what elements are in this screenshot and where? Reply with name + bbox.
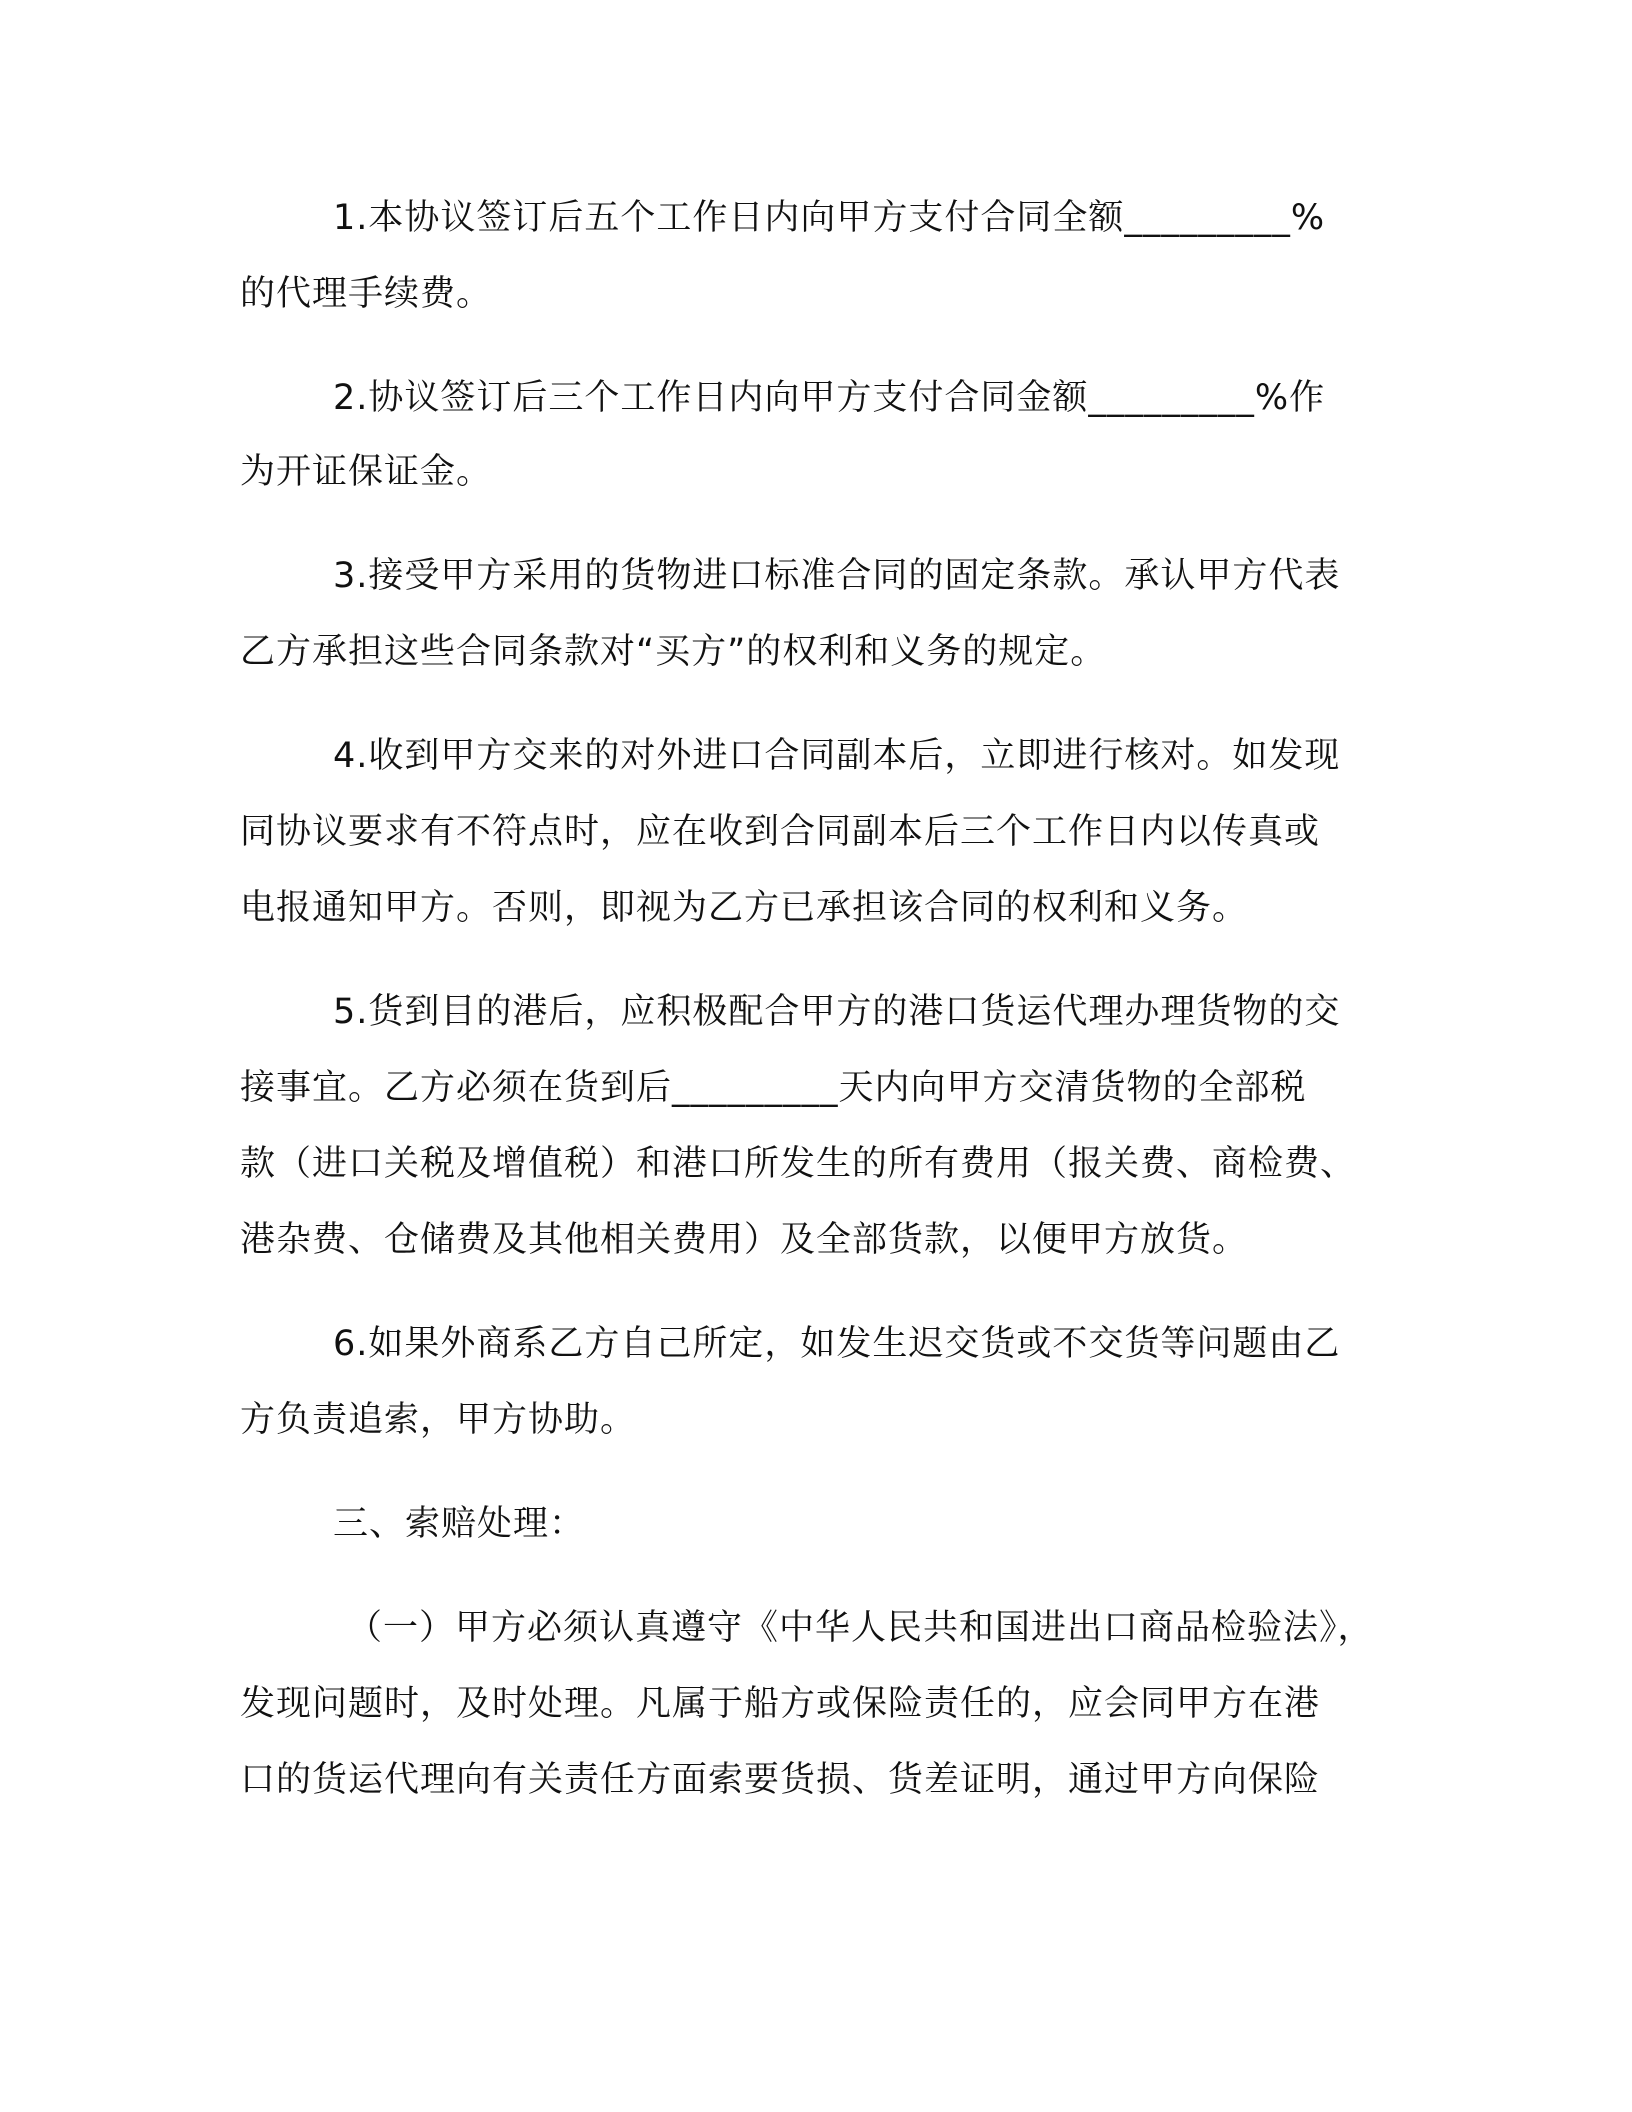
- clause-1-line-1: 1.本协议签订后五个工作日内向甲方支付合同全额_________%: [333, 198, 1326, 238]
- section-para-line-3: 口的货运代理向有关责任方面索要货损、货差证明，通过甲方向保险: [240, 1760, 1321, 1800]
- section-para-line-2: 发现问题时，及时处理。凡属于船方或保险责任的，应会同甲方在港: [240, 1684, 1321, 1724]
- clause-3-line-1: 3.接受甲方采用的货物进口标准合同的固定条款。承认甲方代表: [333, 556, 1341, 596]
- clause-4-line-3: 电报通知甲方。否则，即视为乙方已承担该合同的权利和义务。: [240, 888, 1249, 928]
- clause-4-line-1: 4.收到甲方交来的对外进口合同副本后，立即进行核对。如发现: [333, 736, 1341, 776]
- clause-1-line-2: 的代理手续费。: [240, 274, 493, 314]
- section-heading: 三、索赔处理：: [333, 1504, 586, 1544]
- clause-3-line-2: 乙方承担这些合同条款对“买方”的权利和义务的规定。: [240, 632, 1107, 672]
- clause-5-line-3: 款（进口关税及增值税）和港口所发生的所有费用（报关费、商检费、: [240, 1144, 1357, 1184]
- clause-2-line-2: 为开证保证金。: [240, 452, 493, 492]
- clause-2-line-1: 2.协议签订后三个工作日内向甲方支付合同金额_________%作: [333, 378, 1326, 418]
- clause-4-line-2: 同协议要求有不符点时，应在收到合同副本后三个工作日内以传真或: [240, 812, 1321, 852]
- section-para-line-1: （一）甲方必须认真遵守《中华人民共和国进出口商品检验法》，: [347, 1608, 1374, 1648]
- clause-6-line-2: 方负责追索，甲方协助。: [240, 1400, 637, 1440]
- clause-5-line-1: 5.货到目的港后，应积极配合甲方的港口货运代理办理货物的交: [333, 992, 1341, 1032]
- clause-5-line-2: 接事宜。乙方必须在货到后_________天内向甲方交清货物的全部税: [240, 1068, 1307, 1108]
- clause-5-line-4: 港杂费、仓储费及其他相关费用）及全部货款，以便甲方放货。: [240, 1220, 1249, 1260]
- clause-6-line-1: 6.如果外商系乙方自己所定，如发生迟交货或不交货等问题由乙: [333, 1324, 1341, 1364]
